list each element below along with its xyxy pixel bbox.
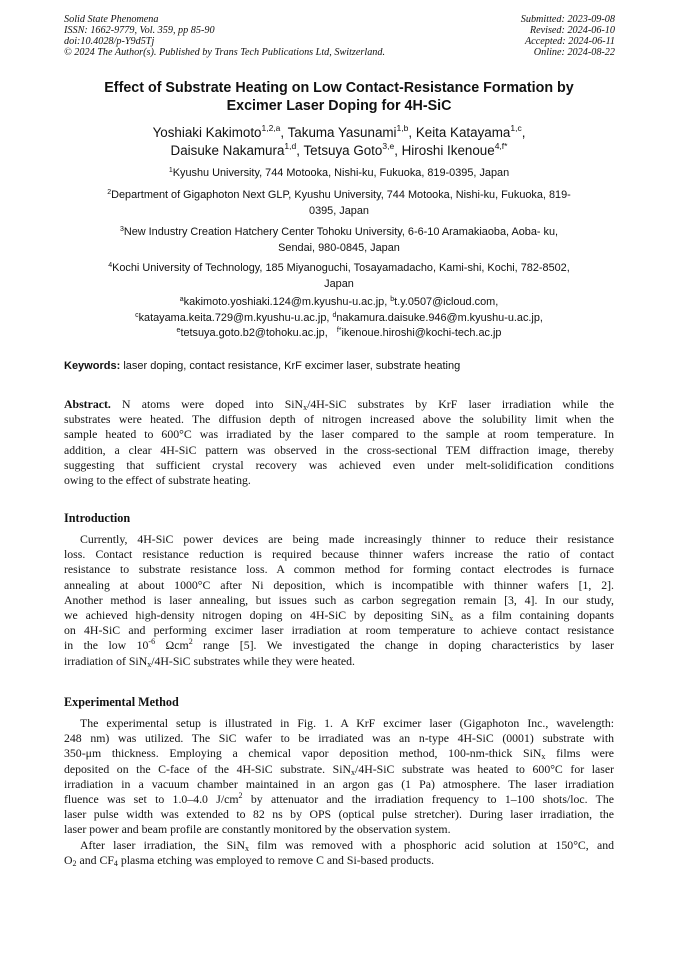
text-run: /4H-SiC substrates while they were heated. xyxy=(151,653,355,668)
text-run: irradiation of SiN xyxy=(64,653,148,668)
affiliation-text: Kochi University of Technology, 185 Miyanoguchi, Tosayamadacho, Kami-shi, Kochi, 782-8502, xyxy=(112,262,570,274)
email-sup: e xyxy=(176,327,181,334)
text-run: plasma etching was employed to remove C and Si-based products. xyxy=(117,852,435,867)
author-line-1: Yoshiaki Kakimoto$^{1,2,a}$, Takuma Yasunami$^{1,b}$, Keita Katayama$^{1,c}$, xyxy=(152,123,526,140)
date-submitted: Submitted: 2023-09-08 xyxy=(520,14,615,25)
body-line xyxy=(64,792,614,807)
journal-doi[interactable]: doi:10.4028/p-Y9d5Tj xyxy=(64,36,155,47)
author-name: Takuma Yasunami xyxy=(287,125,397,140)
subscript: 4 xyxy=(113,858,118,868)
section-heading-experimental: Experimental Method xyxy=(64,695,179,709)
abstract-line xyxy=(64,397,614,412)
text-run: /4H-SiC substrate was heated to 600°C for laser xyxy=(355,761,614,776)
author-line-2: Daisuke Nakamura$^{1,d}$, Tetsuya Goto$^{3,e}$, Hiroshi Ikenoue$^{4,f*}$ xyxy=(170,141,508,158)
text-run: /4H-SiC substrates by KrF laser irradiation while the xyxy=(307,397,615,411)
affiliation-sup: 4 xyxy=(108,262,113,269)
affiliation-sup: 2 xyxy=(107,189,112,196)
keywords-text: laser doping, contact resistance, KrF excimer laser, substrate heating xyxy=(123,360,461,372)
body-line xyxy=(64,654,614,669)
subscript: 2 xyxy=(72,858,77,868)
author-sup: 1,2,a xyxy=(261,123,281,133)
text-run: N atoms were doped into SiN xyxy=(122,397,304,411)
paper-title xyxy=(64,79,614,115)
body-line xyxy=(64,838,614,853)
abstract-line: addition, a clear 4H-SiC pattern was observed in the cross-sectional TEM diffraction image, thereby xyxy=(64,442,614,457)
abstract-line: substrates were heated. The diffusion depth of nitrogen increased above the solubility limit when the xyxy=(64,412,614,427)
subscript: x xyxy=(244,843,249,853)
text-run: Ωcm xyxy=(155,638,189,653)
journal-header-left xyxy=(64,14,385,58)
date-accepted: Accepted: 2024-06-11 xyxy=(524,36,615,47)
text-run: film was removed with a phosphoric acid solution at 150°C, and xyxy=(248,837,614,852)
abstract-line: suggesting that sufficient crystal recovery was achieved even under melt-solidification conditions xyxy=(64,457,614,472)
author-sup: 1,d xyxy=(284,141,297,151)
body-line: loss. Contact resistance reduction is required because thinner wafers increase the ratio of contact xyxy=(64,547,614,562)
text-run: 350-μm thickness. Employing a chemical vapor deposition method, 100-nm-thick SiN xyxy=(64,746,542,761)
body-line: annealing at about 1000°C after Ni deposition, which is incompatible with thinner wafers [1, 2]. xyxy=(64,577,614,592)
author-sup: 4,f* xyxy=(494,141,508,151)
subscript: x xyxy=(449,613,454,623)
affiliation-text: Department of Gigaphoton Next GLP, Kyushu University, 744 Motooka, Nishi-ku, Fukuoka, 819- xyxy=(111,189,571,201)
journal-header-right xyxy=(521,14,615,58)
subscript: x xyxy=(303,403,308,412)
body-line: resistance to substrate resistance loss. A common method for forming contact electrodes is furnace xyxy=(64,562,614,577)
journal-copyright: © 2024 The Author(s). Published by Trans Tech Publications Ltd, Switzerland. xyxy=(64,47,386,58)
author-sup: 3,e xyxy=(382,141,395,151)
body-line: Currently, 4H-SiC power devices are being made increasingly thinner to reduce their resistance xyxy=(80,532,614,546)
affiliation-sup: 1 xyxy=(168,167,173,174)
text-run: O xyxy=(64,852,73,867)
text-run: in the low 10 xyxy=(64,638,149,653)
email-sup: c xyxy=(135,311,139,319)
abstract-line: sample heated to 600°C was irradiated by the laser compared to the sample at room temperature. In xyxy=(64,427,614,442)
experimental-paragraph xyxy=(64,716,614,868)
email-link[interactable]: tetsuya.goto.b2@tohoku.ac.jp, xyxy=(180,327,328,339)
journal-issn: ISSN: 1662-9779, Vol. 359, pp 85-90 xyxy=(64,25,215,36)
abstract-label: Abstract. xyxy=(64,397,111,411)
email-link[interactable]: ikenoue.hiroshi@kochi-tech.ac.jp xyxy=(341,327,502,339)
body-line xyxy=(64,638,614,653)
body-line xyxy=(64,608,614,623)
affiliation-3 xyxy=(64,225,614,256)
text-run: we achieved high-density nitrogen doping on 4H-SiC by depositing SiN xyxy=(64,607,450,622)
text-run: and CF xyxy=(76,852,114,867)
body-line xyxy=(64,746,614,761)
body-line xyxy=(64,762,614,777)
subscript: x xyxy=(147,659,152,669)
email-sup: a xyxy=(179,296,184,303)
email-link[interactable]: katayama.keita.729@m.kyushu-u.ac.jp, xyxy=(138,311,330,324)
journal-name: Solid State Phenomena xyxy=(64,14,159,25)
body-line: laser pulse width was extended to 82 ns by OPS (optical pulse stretcher). During laser irradiation, the xyxy=(64,807,614,822)
affiliation-1 xyxy=(64,166,614,182)
body-line: laser power and beam profile are constantly monitored by the observation system. xyxy=(64,822,451,837)
email-link[interactable]: t.y.0507@icloud.com, xyxy=(394,296,499,308)
email-list xyxy=(64,295,614,342)
body-line: on 4H-SiC and performing excimer laser irradiation at room temperature to achieve contact resistance xyxy=(64,623,614,638)
text-run: fluence was set to 1.0–4.0 J/cm xyxy=(64,791,239,806)
affiliation-text-cont: Japan xyxy=(324,277,354,290)
text-run: by attenuator and the irradiation frequency to 1–100 shots/loc. The xyxy=(242,791,614,806)
email-sup: b xyxy=(390,296,395,303)
keywords-label: Keywords: xyxy=(64,360,121,372)
affiliation-text-cont: Sendai, 980-0845, Japan xyxy=(278,241,400,254)
author-name: Hiroshi Ikenoue xyxy=(401,143,495,158)
title-line-1: Effect of Substrate Heating on Low Contact-Resistance Formation by xyxy=(104,80,574,96)
abstract-line: owing to the effect of substrate heating. xyxy=(64,472,251,487)
abstract xyxy=(64,397,614,488)
affiliation-text: New Industry Creation Hatchery Center Tohoku University, 6-6-10 Aramakiaoba, Aoba- ku, xyxy=(123,226,559,238)
superscript: -6 xyxy=(148,637,156,647)
body-line: 248 nm) was utilized. The SiC wafer to be irradiated was an n-type 4H-SiC (0001) substrate with xyxy=(64,731,614,746)
email-sup: d xyxy=(332,311,337,319)
superscript: 2 xyxy=(238,790,243,800)
email-sup: f* xyxy=(336,327,342,334)
subscript: x xyxy=(351,767,356,777)
affiliation-text: Kyushu University, 744 Motooka, Nishi-ku, Fukuoka, 819-0395, Japan xyxy=(172,167,510,179)
text-run: films were xyxy=(545,746,614,761)
author-name: Yoshiaki Kakimoto xyxy=(152,125,262,140)
body-line: The experimental setup is illustrated in Fig. 1. A KrF excimer laser (Gigaphoton Inc., wavelength: xyxy=(80,716,614,730)
body-line: irradiation in a vacuum chamber maintained in an argon gas (1 Pa) atmosphere. The laser irradiation xyxy=(64,776,614,791)
section-heading-introduction: Introduction xyxy=(64,511,131,525)
date-revised: Revised: 2024-06-10 xyxy=(529,25,615,36)
affiliation-2 xyxy=(64,188,614,219)
body-line xyxy=(64,853,614,868)
author-name: Daisuke Nakamura xyxy=(170,143,285,158)
text-run: as a film containing dopants xyxy=(453,607,615,622)
author-name: Keita Katayama xyxy=(415,125,511,140)
author-list xyxy=(64,124,614,160)
email-link[interactable]: nakamura.daisuke.946@m.kyushu-u.ac.jp, xyxy=(336,311,543,324)
text-run: deposited on the C-face of the 4H-SiC substrate. SiN xyxy=(64,761,352,776)
affiliation-sup: 3 xyxy=(119,226,124,233)
introduction-paragraph xyxy=(64,532,614,669)
text-run: range [5]. We investigated the change in doping characteristics by laser xyxy=(192,638,614,653)
author-name: Tetsuya Goto xyxy=(303,143,383,158)
body-line: Another method is laser annealing, but issues such as carbon segregation remain [3, 4]. In our study, xyxy=(64,592,614,607)
affiliation-4 xyxy=(64,261,614,292)
author-sup: 1,c xyxy=(510,123,522,133)
text-run: After laser irradiation, the SiN xyxy=(80,837,245,852)
superscript: 2 xyxy=(188,637,193,647)
date-online: Online: 2024-08-22 xyxy=(533,47,615,58)
subscript: x xyxy=(541,752,546,762)
keywords xyxy=(64,359,614,374)
email-link[interactable]: kakimoto.yoshiaki.124@m.kyushu-u.ac.jp, xyxy=(183,296,388,308)
affiliation-text-cont: 0395, Japan xyxy=(309,204,369,217)
author-sup: 1,b xyxy=(396,123,409,133)
title-line-2: Excimer Laser Doping for 4H-SiC xyxy=(226,98,452,114)
